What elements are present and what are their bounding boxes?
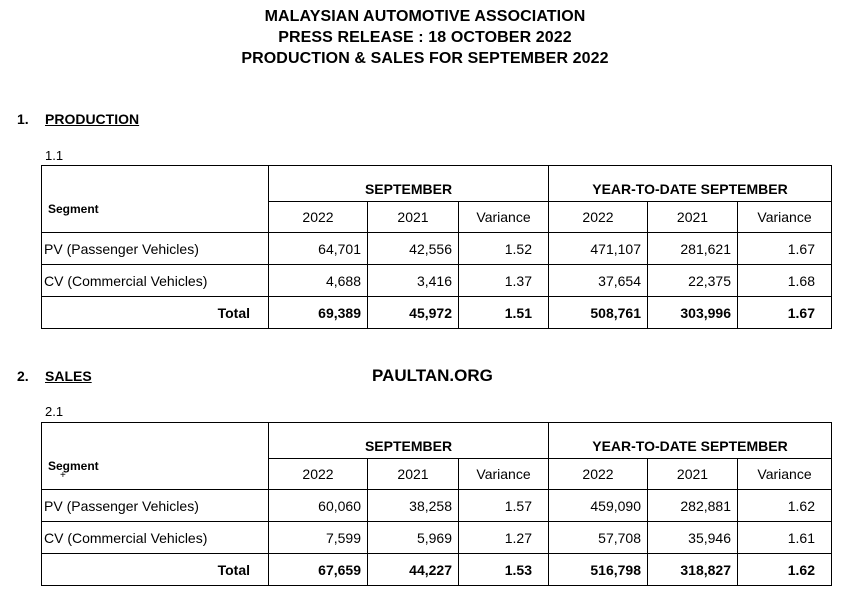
total-row bbox=[42, 554, 832, 586]
production-year-header: 2021 bbox=[648, 202, 738, 233]
total-row bbox=[42, 297, 832, 329]
header-report-title: PRODUCTION & SALES FOR SEPTEMBER 2022 bbox=[241, 50, 609, 67]
cell-value: 57,708 bbox=[549, 522, 648, 554]
cell-value: 64,701 bbox=[269, 233, 368, 265]
sales-variance-header: Variance bbox=[459, 459, 549, 490]
row-label: CV (Commercial Vehicles) bbox=[42, 522, 269, 554]
cell-value: 35,946 bbox=[648, 522, 738, 554]
production-group-header-row bbox=[42, 166, 832, 202]
total-value: 318,827 bbox=[648, 554, 738, 586]
production-table bbox=[41, 165, 832, 329]
cell-value: 7,599 bbox=[269, 522, 368, 554]
production-segment-corner bbox=[42, 166, 269, 202]
sales-segment-label: Segment bbox=[48, 458, 99, 473]
cell-value: 37,654 bbox=[549, 265, 648, 297]
cell-value: 42,556 bbox=[368, 233, 459, 265]
cell-value: 38,258 bbox=[368, 490, 459, 522]
production-group-september: SEPTEMBER bbox=[269, 166, 549, 202]
total-label: Total bbox=[42, 297, 269, 329]
total-value: 44,227 bbox=[368, 554, 459, 586]
production-section-number: 1. bbox=[17, 111, 29, 127]
total-value: 303,996 bbox=[648, 297, 738, 329]
cell-value: 1.61 bbox=[738, 522, 832, 554]
sales-group-ytd: YEAR-TO-DATE SEPTEMBER bbox=[549, 423, 832, 459]
total-value: 45,972 bbox=[368, 297, 459, 329]
cell-value: 4,688 bbox=[269, 265, 368, 297]
production-variance-header: Variance bbox=[738, 202, 832, 233]
production-subsection-number: 1.1 bbox=[45, 148, 64, 163]
total-value: 67,659 bbox=[269, 554, 368, 586]
sales-group-header-row bbox=[42, 423, 832, 459]
table-row bbox=[42, 490, 832, 522]
cell-value: 281,621 bbox=[648, 233, 738, 265]
production-group-ytd: YEAR-TO-DATE SEPTEMBER bbox=[549, 166, 832, 202]
total-label: Total bbox=[42, 554, 269, 586]
table-row bbox=[42, 522, 832, 554]
total-value: 516,798 bbox=[549, 554, 648, 586]
cell-value: 1.57 bbox=[459, 490, 549, 522]
sales-year-header: 2022 bbox=[549, 459, 648, 490]
production-segment-label: Segment bbox=[42, 202, 269, 233]
header-press-release-date: PRESS RELEASE : 18 OCTOBER 2022 bbox=[278, 29, 572, 46]
sales-segment-label-cell bbox=[42, 459, 269, 490]
row-label: CV (Commercial Vehicles) bbox=[42, 265, 269, 297]
document-header bbox=[0, 6, 850, 69]
sales-group-september: SEPTEMBER bbox=[269, 423, 549, 459]
total-value: 1.53 bbox=[459, 554, 549, 586]
cell-value: 22,375 bbox=[648, 265, 738, 297]
cell-value: 471,107 bbox=[549, 233, 648, 265]
cell-value: 3,416 bbox=[368, 265, 459, 297]
table-row bbox=[42, 233, 832, 265]
header-organization: MALAYSIAN AUTOMOTIVE ASSOCIATION bbox=[264, 8, 586, 25]
production-year-header-row bbox=[42, 202, 832, 233]
production-year-header: 2021 bbox=[368, 202, 459, 233]
row-label: PV (Passenger Vehicles) bbox=[42, 490, 269, 522]
production-year-header: 2022 bbox=[549, 202, 648, 233]
production-section-title: PRODUCTION bbox=[45, 111, 140, 127]
cell-value: 459,090 bbox=[549, 490, 648, 522]
cell-value: 282,881 bbox=[648, 490, 738, 522]
watermark-text: PAULTAN.ORG bbox=[372, 366, 493, 385]
production-year-header: 2022 bbox=[269, 202, 368, 233]
cell-value: 1.68 bbox=[738, 265, 832, 297]
total-value: 1.62 bbox=[738, 554, 832, 586]
cell-value: 1.62 bbox=[738, 490, 832, 522]
cell-value: 5,969 bbox=[368, 522, 459, 554]
sales-section-number: 2. bbox=[17, 368, 29, 384]
sales-section-title: SALES bbox=[45, 368, 92, 384]
cell-value: 1.67 bbox=[738, 233, 832, 265]
table-row bbox=[42, 265, 832, 297]
mouse-cursor-icon: + bbox=[60, 469, 66, 481]
total-value: 1.51 bbox=[459, 297, 549, 329]
sales-table bbox=[41, 422, 832, 586]
cell-value: 1.52 bbox=[459, 233, 549, 265]
sales-year-header: 2022 bbox=[269, 459, 368, 490]
sales-year-header-row bbox=[42, 459, 832, 490]
cell-value: 60,060 bbox=[269, 490, 368, 522]
total-value: 508,761 bbox=[549, 297, 648, 329]
sales-year-header: 2021 bbox=[368, 459, 459, 490]
row-label: PV (Passenger Vehicles) bbox=[42, 233, 269, 265]
total-value: 1.67 bbox=[738, 297, 832, 329]
total-value: 69,389 bbox=[269, 297, 368, 329]
sales-segment-corner bbox=[42, 423, 269, 459]
sales-variance-header: Variance bbox=[738, 459, 832, 490]
cell-value: 1.37 bbox=[459, 265, 549, 297]
sales-subsection-number: 2.1 bbox=[45, 404, 64, 419]
sales-year-header: 2021 bbox=[648, 459, 738, 490]
production-variance-header: Variance bbox=[459, 202, 549, 233]
cell-value: 1.27 bbox=[459, 522, 549, 554]
